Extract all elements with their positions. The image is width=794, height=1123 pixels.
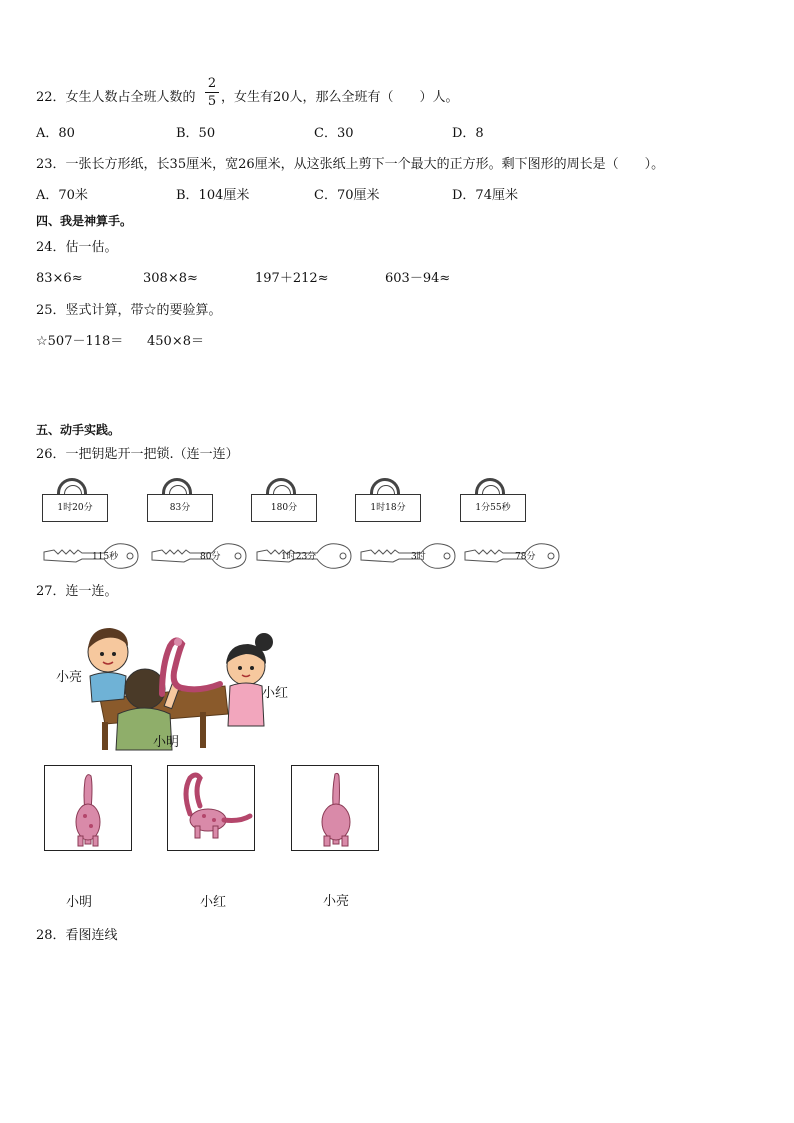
q23-option-d: D．74厘米 <box>452 188 518 203</box>
scene-label-xiaoming: 小明 <box>153 735 180 750</box>
lock-label: 1时18分 <box>355 494 421 522</box>
q23-text: 23．一张长方形纸，长35厘米，宽26厘米，从这张纸上剪下一个最大的正方形。剩下图形的周长是（ ）。 <box>36 157 665 172</box>
q28-title: 28．看图连线 <box>36 928 118 943</box>
dinosaur-view-side-box[interactable] <box>167 765 255 851</box>
key-label: 1时23分 <box>281 552 317 562</box>
dinosaur-back-view-icon <box>292 766 380 852</box>
q23-option-a: A．70米 <box>36 188 88 203</box>
key-icon <box>359 540 459 572</box>
lock[interactable] <box>147 478 213 532</box>
key-label: 80分 <box>200 552 221 562</box>
q22-fraction <box>205 76 219 109</box>
q27-title: 27．连一连。 <box>36 584 118 599</box>
dinosaur-view-front-box[interactable] <box>44 765 132 851</box>
q25-item: ☆507－118＝ <box>36 334 124 349</box>
dinosaur-view-back-box[interactable] <box>291 765 379 851</box>
q25-title: 25．竖式计算，带☆的要验算。 <box>36 303 222 318</box>
name-label-xiaoliang[interactable]: 小亮 <box>323 894 350 909</box>
scene-label-xiaoliang: 小亮 <box>56 670 83 685</box>
key[interactable] <box>42 540 142 572</box>
q26-title: 26．一把钥匙开一把锁.（连一连） <box>36 447 239 462</box>
q25-item: 450×8＝ <box>147 334 204 349</box>
q24-item: 83×6≈ <box>36 271 83 286</box>
key-icon <box>463 540 563 572</box>
key[interactable] <box>150 540 250 572</box>
lock-label: 180分 <box>251 494 317 522</box>
key[interactable] <box>255 540 355 572</box>
fraction-denominator: 5 <box>207 94 217 109</box>
q22-option-c: C．30 <box>314 126 354 141</box>
q24-item: 197＋212≈ <box>255 271 329 286</box>
fraction-bar <box>205 92 219 93</box>
name-label-xiaoming[interactable]: 小明 <box>66 895 93 910</box>
dinosaur-side-view-icon <box>168 766 256 852</box>
q22-option-d: D．8 <box>452 126 484 141</box>
q22-option-b: B．50 <box>176 126 216 141</box>
lock[interactable] <box>355 478 421 532</box>
fraction-numerator: 2 <box>207 76 217 91</box>
key-label: 3时 <box>411 552 426 562</box>
dinosaur-front-view-icon <box>45 766 133 852</box>
key[interactable] <box>463 540 563 572</box>
lock[interactable] <box>251 478 317 532</box>
key-label: 115秒 <box>92 552 119 562</box>
q22-text-after: ，女生有20人，那么全班有（ ）人。 <box>221 90 459 105</box>
q23-option-b: B．104厘米 <box>176 188 250 203</box>
key[interactable] <box>359 540 459 572</box>
section-5-heading: 五、动手实践。 <box>36 423 121 437</box>
q22-option-a: A．80 <box>36 126 75 141</box>
children-dinosaur-scene-illustration <box>50 614 300 754</box>
q24-title: 24．估一估。 <box>36 240 118 255</box>
lock[interactable] <box>460 478 526 532</box>
key-label: 78分 <box>515 552 536 562</box>
q24-item: 308×8≈ <box>143 271 198 286</box>
q24-item: 603－94≈ <box>385 271 451 286</box>
scene-label-xiaohong: 小红 <box>262 686 289 701</box>
lock[interactable] <box>42 478 108 532</box>
lock-label: 83分 <box>147 494 213 522</box>
section-4-heading: 四、我是神算手。 <box>36 214 133 228</box>
lock-label: 1时20分 <box>42 494 108 522</box>
lock-label: 1分55秒 <box>460 494 526 522</box>
name-label-xiaohong[interactable]: 小红 <box>200 895 227 910</box>
q22-text-before: 22．女生人数占全班人数的 <box>36 90 196 105</box>
q23-option-c: C．70厘米 <box>314 188 380 203</box>
